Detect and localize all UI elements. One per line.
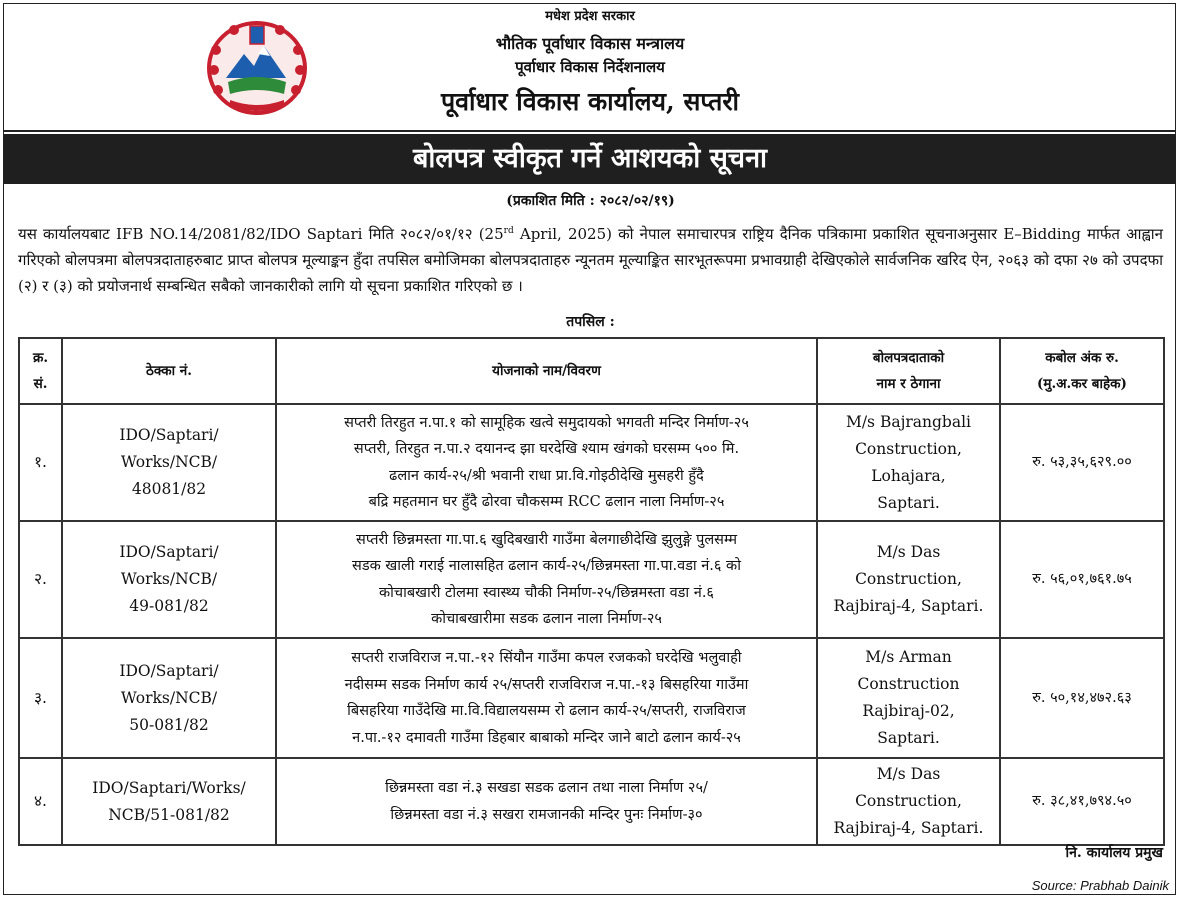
notice-title: बोलपत्र स्वीकृत गर्ने आशयको सूचना [4, 134, 1176, 184]
tapasil-label: तपसिल : [566, 314, 615, 330]
cell-bidder: M/s Arman Construction Rajbiraj-02, Saptari. [817, 638, 1000, 758]
table-row [19, 758, 1164, 845]
header-divider [4, 130, 1176, 132]
cell-amount: रु. ५६,०१,७६१.७५ [1000, 521, 1164, 638]
signature: नि. कार्यालय प्रमुख [1065, 845, 1163, 861]
award-table [18, 337, 1165, 846]
publish-date: (प्रकाशित मिति : २०८२/०२/१९) [506, 193, 675, 209]
header-directorate: पूर्वाधार विकास निर्देशनालय [515, 58, 665, 76]
cell-sn: २. [19, 521, 62, 638]
cell-contract: IDO/Saptari/ Works/NCB/ 50-081/82 [62, 638, 276, 758]
cell-description: सप्तरी राजविराज न.पा.-१२ सिंयौन गाउँमा कपल रजकको घरदेखि भलुवाही नदीसम्म सडक निर्माण कार्य २५/सप्तरी राजविराज न.पा.-१३ बिसहरिया गाउँमा बिसहरिया गाउँदेखि मा.वि.विद्यालयसम्म रो ढलान कार्य-२५/सप्तरी, राजविराज न.पा.-१२ दमावती गाउँमा डिहबार बाबाको मन्दिर जाने बाटो ढलान कार्य-२५ [276, 638, 817, 758]
cell-bidder: M/s Das Construction, Rajbiraj-4, Saptari. [817, 521, 1000, 638]
header-ministry: भौतिक पूर्वाधार विकास मन्त्रालय [495, 34, 685, 53]
cell-amount: रु. ५०,१४,४७२.६३ [1000, 638, 1164, 758]
table-row [19, 404, 1164, 521]
header-amount: कबोल अंक रु. (मु.अ.कर बाहेक) [1000, 338, 1164, 404]
header-bidder: बोलपत्रदाताको नाम र ठेगाना [817, 338, 1000, 404]
body-text-b: April, 2025) को नेपाल समाचारपत्र राष्ट्रिय दैनिक पत्रिकामा प्रकाशित सूचनाअनुसार E–Bidding मार्फत आह्वान गरिएको बोलपत्रमा बोलपत्रदाताहरुबाट प्राप्त बोलपत्र मूल्याङ्कन हुँदा तपसिल बमोजिमका बोलपत्रदाताहरु न्यूनतम मूल्याङ्कित सारभूतरूपमा प्रभावग्राही देखिएकोले सार्वजनिक खरिद ऐन, २०६३ को दफा २७ को उपदफा (२) र (३) को प्रयोजनार्थ सम्बन्धित सबैको जानकारीको लागि यो सूचना प्रकाशित गरिएको छ । [18, 225, 1163, 295]
cell-sn: १. [19, 404, 62, 521]
cell-amount: रु. ५३,३५,६२९.०० [1000, 404, 1164, 521]
cell-sn: ४. [19, 758, 62, 845]
body-sup: rd [503, 226, 514, 236]
cell-contract: IDO/Saptari/ Works/NCB/ 49-081/82 [62, 521, 276, 638]
cell-description: सप्तरी तिरहुत न.पा.१ को सामूहिक खत्वे समुदायको भगवती मन्दिर निर्माण-२५ सप्तरी, तिरहुत न.पा.२ दयानन्द झा घरदेखि श्याम खंगको घरसम्म ५०० मि. ढलान कार्य-२५/श्री भवानी राधा प्रा.वि.गोइठीदेखि मुसहरी हुँदै बद्रि महतमान घर हुँदै ढोरवा चौकसम्म RCC ढलान नाला निर्माण-२५ [276, 404, 817, 521]
cell-description: सप्तरी छिन्नमस्ता गा.पा.६ खुदिबखारी गाउँमा बेलगाछीदेखि झुलुङ्गे पुलसम्म सडक खाली गराई नालासहित ढलान कार्य-२५/छिन्नमस्ता गा.पा.वडा नं.६ को कोचाबखारी टोलमा स्वास्थ्य चौकी निर्माण-२५/छिन्नमस्ता वडा नं.६ कोचाबखारीमा सडक ढलान नाला निर्माण-२५ [276, 521, 817, 638]
source-credit: Source: Prabhab Dainik [1031, 878, 1169, 893]
cell-description: छिन्नमस्ता वडा नं.३ सखडा सडक ढलान तथा नाला निर्माण २५/ छिन्नमस्ता वडा नं.३ सखरा रामजानकी मन्दिर पुनः निर्माण-३० [276, 758, 817, 845]
cell-sn: ३. [19, 638, 62, 758]
body-text-a: यस कार्यालयबाट IFB NO.14/2081/82/IDO Saptari मिति २०८२/०१/१२ (25 [18, 225, 504, 243]
table-row [19, 521, 1164, 638]
header-sn: क्र. सं. [19, 338, 62, 404]
header-project: योजनाको नाम/विवरण [276, 338, 817, 404]
header-office: पूर्वाधार विकास कार्यालय, सप्तरी [440, 87, 740, 116]
header-province: मधेश प्रदेश सरकार [545, 9, 635, 24]
notice-body [18, 218, 1163, 299]
header-contract: ठेक्का नं. [62, 338, 276, 404]
cell-amount: रु. ३८,४१,७९४.५० [1000, 758, 1164, 845]
cell-bidder: M/s Bajrangbali Construction, Lohajara, Saptari. [817, 404, 1000, 521]
cell-contract: IDO/Saptari/Works/ NCB/51-081/82 [62, 758, 276, 845]
cell-bidder: M/s Das Construction, Rajbiraj-4, Saptari. [817, 758, 1000, 845]
table-header-row [19, 338, 1164, 404]
nepal-emblem-icon [206, 20, 308, 116]
cell-contract: IDO/Saptari/ Works/NCB/ 48081/82 [62, 404, 276, 521]
table-row [19, 638, 1164, 758]
